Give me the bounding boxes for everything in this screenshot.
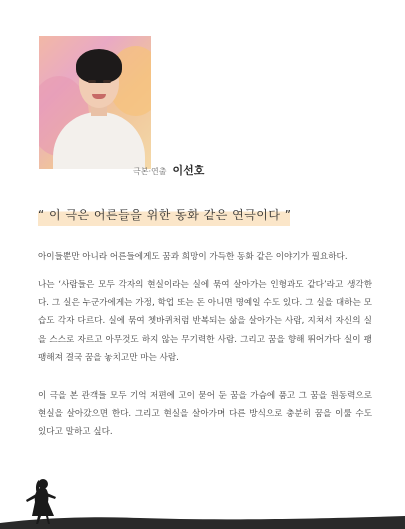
photo-hair bbox=[76, 49, 122, 83]
credit-role: 극본·연출 bbox=[133, 167, 167, 176]
paragraph-3: 이 극을 본 관객들 모두 기억 저편에 고이 묻어 둔 꿈을 가슴에 품고 그 꿈을 원동력으로 현실을 살아갔으면 한다. 그리고 현실을 살아가며 다른 방식으로 충분히 꿈을 이룰 수도 있다고 말하고 싶다. bbox=[38, 391, 372, 438]
girl-silhouette-illustration bbox=[0, 460, 405, 529]
photo-eye-right bbox=[103, 80, 111, 83]
credit-line bbox=[133, 159, 204, 178]
paragraph-2: 나는 ‘사람들은 모두 각자의 현실이라는 실에 묶여 살아가는 인형과도 같다’라고 생각한다. 그 실은 누군가에게는 가정, 학업 또는 돈 아니면 명예일 수도 있다. 그 실을 대하는 모습도 각자 다르다. 실에 묶여 쳇바퀴처럼 반복되는 삶을 살아가는 사람, 지쳐서 자신의 실을 스스로 자르고 아무것도 하지 않는 무기력한 사람. 그리고 꿈을 향해 뛰어가다 실이 팽팽해져 결국 꿈을 놓치고만 마는 사람. bbox=[38, 280, 372, 363]
girl-silhouette-icon bbox=[26, 479, 56, 524]
photo-eye-left bbox=[88, 80, 96, 83]
paragraph-1: 아이들뿐만 아니라 어른들에게도 꿈과 희망이 가득한 동화 같은 이야기가 필요하다. bbox=[38, 252, 348, 262]
credit-name: 이선호 bbox=[172, 164, 205, 177]
director-photo bbox=[39, 36, 151, 169]
silhouette-ground bbox=[0, 516, 405, 529]
pull-quote: “ 이 극은 어른들을 위한 동화 같은 연극이다 ” bbox=[38, 205, 290, 226]
